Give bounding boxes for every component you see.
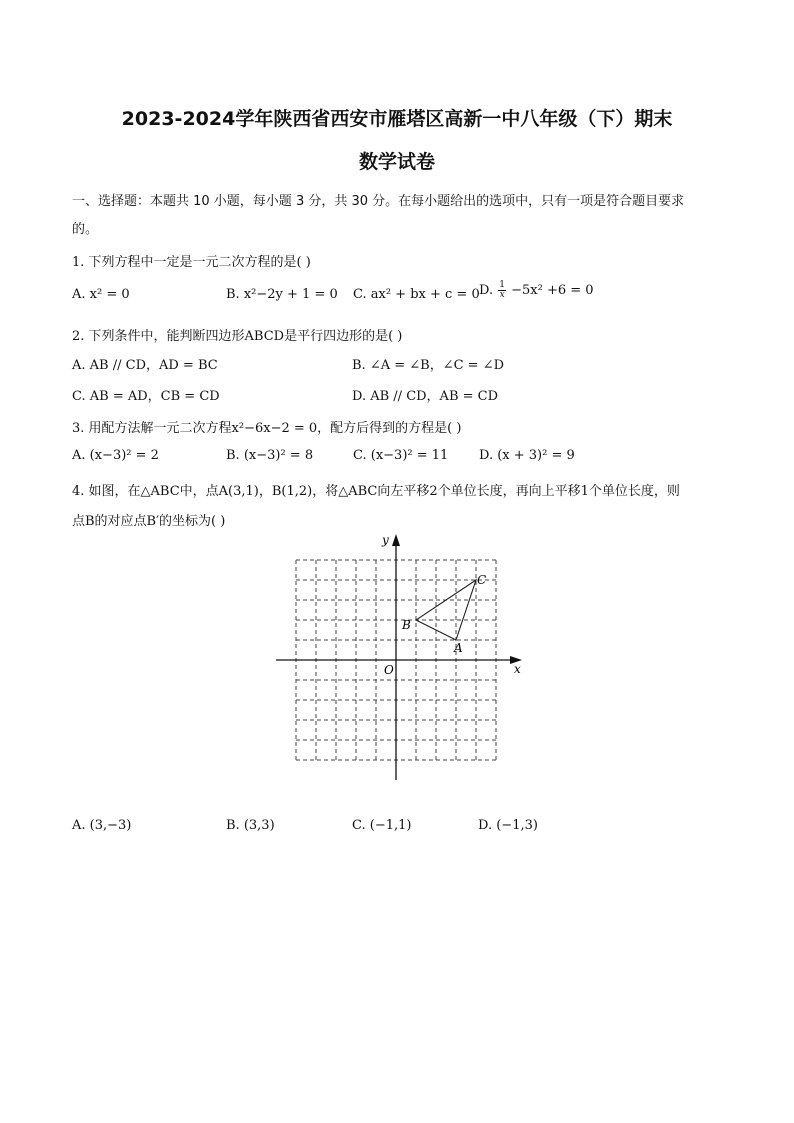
question-4-stem-line1: 4. 如图，在△ABC中，点A(3,1)，B(1,2)，将△ABC向左平移2个单位长度，再向上平移1个单位长度，则	[72, 484, 680, 499]
question-1-option-a: A. x² = 0	[72, 287, 130, 302]
vertex-c-label: C	[477, 573, 487, 587]
section-instructions-line1: 一、选择题：本题共 10 小题，每小题 3 分，共 30 分。在每小题给出的选项中，只有一项是符合题目要求	[72, 194, 685, 209]
question-4-stem-line2: 点B的对应点B′的坐标为( )	[72, 514, 226, 529]
question-1-stem: 1. 下列方程中一定是一元二次方程的是( )	[72, 255, 311, 270]
section-instructions-line2: 的。	[72, 222, 99, 237]
question-1-option-c: C. ax² + bx + c = 0	[353, 287, 480, 302]
question-4-option-b: B. (3,3)	[226, 818, 275, 833]
fraction-denominator: x	[499, 290, 505, 300]
question-3-option-b: B. (x−3)² = 8	[226, 448, 314, 463]
question-4-option-a: A. (3,−3)	[72, 818, 132, 833]
question-1-option-d-rest: −5x² +6 = 0	[511, 283, 594, 298]
question-2-stem: 2. 下列条件中，能判断四边形ABCD是平行四边形的是( )	[72, 329, 403, 344]
question-4-option-d: D. (−1,3)	[478, 818, 538, 833]
coordinate-grid-figure	[270, 530, 530, 785]
fraction-one-over-x	[498, 281, 506, 300]
question-2-option-b: B. ∠A = ∠B，∠C = ∠D	[352, 358, 505, 373]
question-1-option-b: B. x²−2y + 1 = 0	[226, 287, 338, 302]
question-2-option-c: C. AB = AD，CB = CD	[72, 389, 220, 404]
question-3-option-d: D. (x + 3)² = 9	[479, 448, 575, 463]
question-2-option-a: A. AB // CD，AD = BC	[72, 358, 218, 373]
triangle-abc	[416, 580, 476, 640]
coordinate-axes	[276, 534, 522, 780]
exam-title-line1: 2023-2024学年陕西省西安市雁塔区高新一中八年级（下）期末	[121, 108, 673, 130]
vertex-b-label: B	[402, 618, 411, 632]
y-axis-arrow	[392, 534, 400, 546]
question-2-option-d: D. AB // CD，AB = CD	[352, 389, 499, 404]
exam-title-line2: 数学试卷	[358, 151, 435, 173]
question-1-option-d	[479, 281, 594, 300]
fraction-numerator: 1	[499, 280, 505, 290]
origin-label: O	[384, 663, 394, 677]
question-1-option-d-label: D.	[479, 283, 494, 298]
x-axis-label: x	[514, 662, 521, 676]
vertex-a-label: A	[454, 641, 463, 655]
y-axis-label: y	[382, 533, 389, 547]
question-3-stem: 3. 用配方法解一元二次方程x²−6x−2 = 0，配方后得到的方程是( )	[72, 421, 462, 436]
question-4-option-c: C. (−1,1)	[352, 818, 412, 833]
question-3-option-a: A. (x−3)² = 2	[72, 448, 159, 463]
question-3-option-c: C. (x−3)² = 11	[353, 448, 449, 463]
